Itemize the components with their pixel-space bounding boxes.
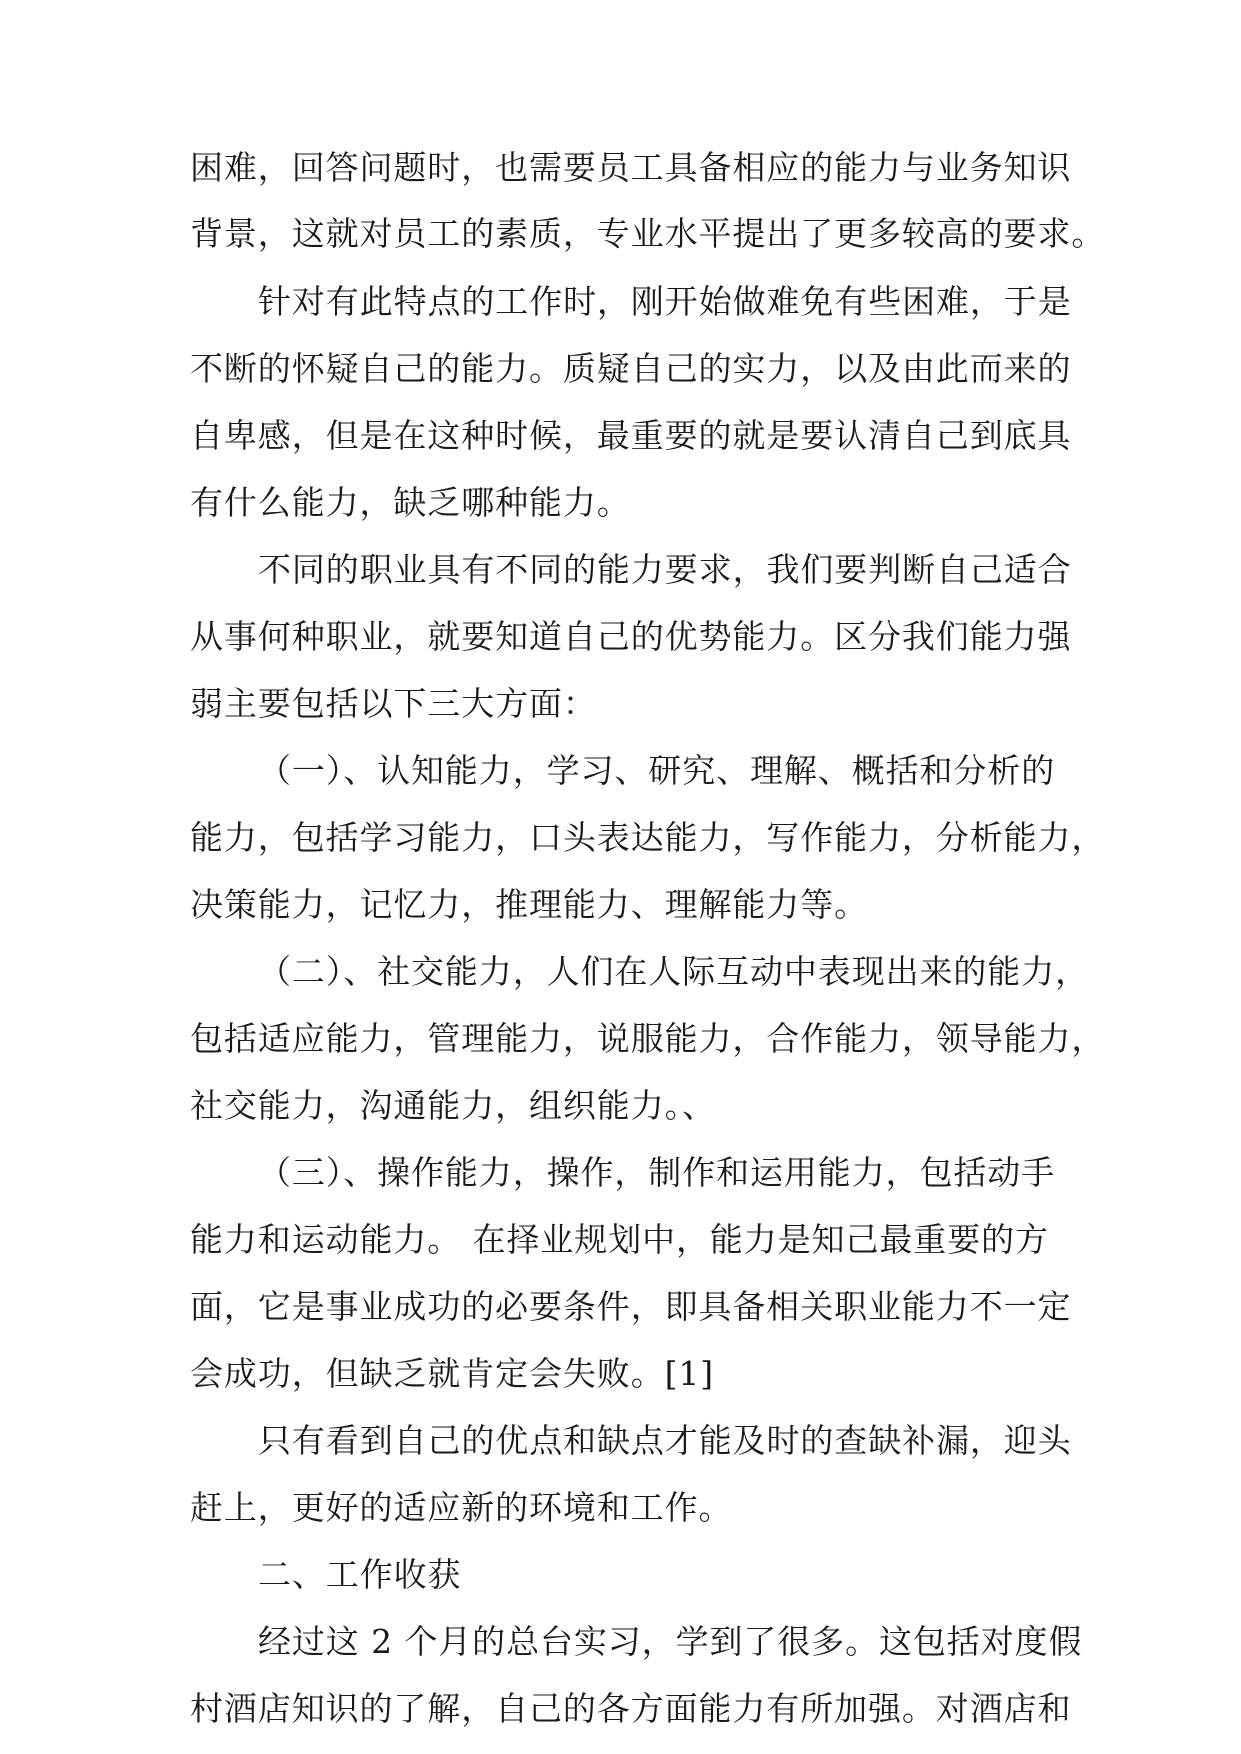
text-line: 会成功，但缺乏就肯定会失败。[1] <box>190 1354 715 1393</box>
text-line: 能力，包括学习能力，口头表达能力，写作能力，分析能力， <box>190 818 1106 857</box>
paragraph-first-line: 针对有此特点的工作时，刚开始做难免有些困难，于是 <box>258 282 1072 321</box>
text-line: 面，它是事业成功的必要条件，即具备相关职业能力不一定 <box>190 1287 1072 1326</box>
text-line: 从事何种职业，就要知道自己的优势能力。区分我们能力强 <box>190 617 1072 656</box>
text-line: 社交能力，沟通能力，组织能力。、 <box>190 1086 716 1125</box>
section-heading: 二、工作收获 <box>258 1555 462 1594</box>
text-line: 背景，这就对员工的素质，专业水平提出了更多较高的要求。 <box>190 214 1106 253</box>
text-line: 弱主要包括以下三大方面： <box>190 684 597 723</box>
paragraph-first-line: 不同的职业具有不同的能力要求，我们要判断自己适合 <box>258 550 1072 589</box>
text-line: 困难，回答问题时，也需要员工具备相应的能力与业务知识 <box>190 148 1072 187</box>
text-line: 赶上，更好的适应新的环境和工作。 <box>190 1488 733 1527</box>
text-line: 包括适应能力，管理能力，说服能力，合作能力，领导能力， <box>190 1019 1106 1058</box>
list-item-line: （二）、社交能力，人们在人际互动中表现出来的能力， <box>258 952 1089 991</box>
text-line: 决策能力，记忆力，推理能力、理解能力等。 <box>190 885 868 924</box>
text-line: 不断的怀疑自己的能力。质疑自己的实力，以及由此而来的 <box>190 349 1072 388</box>
text-line: 自卑感，但是在这种时候，最重要的就是要认清自己到底具 <box>190 416 1072 455</box>
list-item-line: （一）、认知能力，学习、研究、理解、概括和分析的 <box>258 751 1056 790</box>
list-item-line: （三）、操作能力，操作，制作和运用能力，包括动手 <box>258 1153 1056 1192</box>
text-line: 能力和运动能力。 在择业规划中，能力是知己最重要的方 <box>190 1220 1049 1259</box>
text-line: 有什么能力，缺乏哪种能力。 <box>190 483 631 522</box>
paragraph-first-line: 只有看到自己的优点和缺点才能及时的查缺补漏，迎头 <box>258 1421 1072 1460</box>
paragraph-first-line: 经过这 2 个月的总台实习，学到了很多。这包括对度假 <box>258 1622 1083 1661</box>
text-line: 村酒店知识的了解，自己的各方面能力有所加强。对酒店和 <box>190 1689 1072 1728</box>
